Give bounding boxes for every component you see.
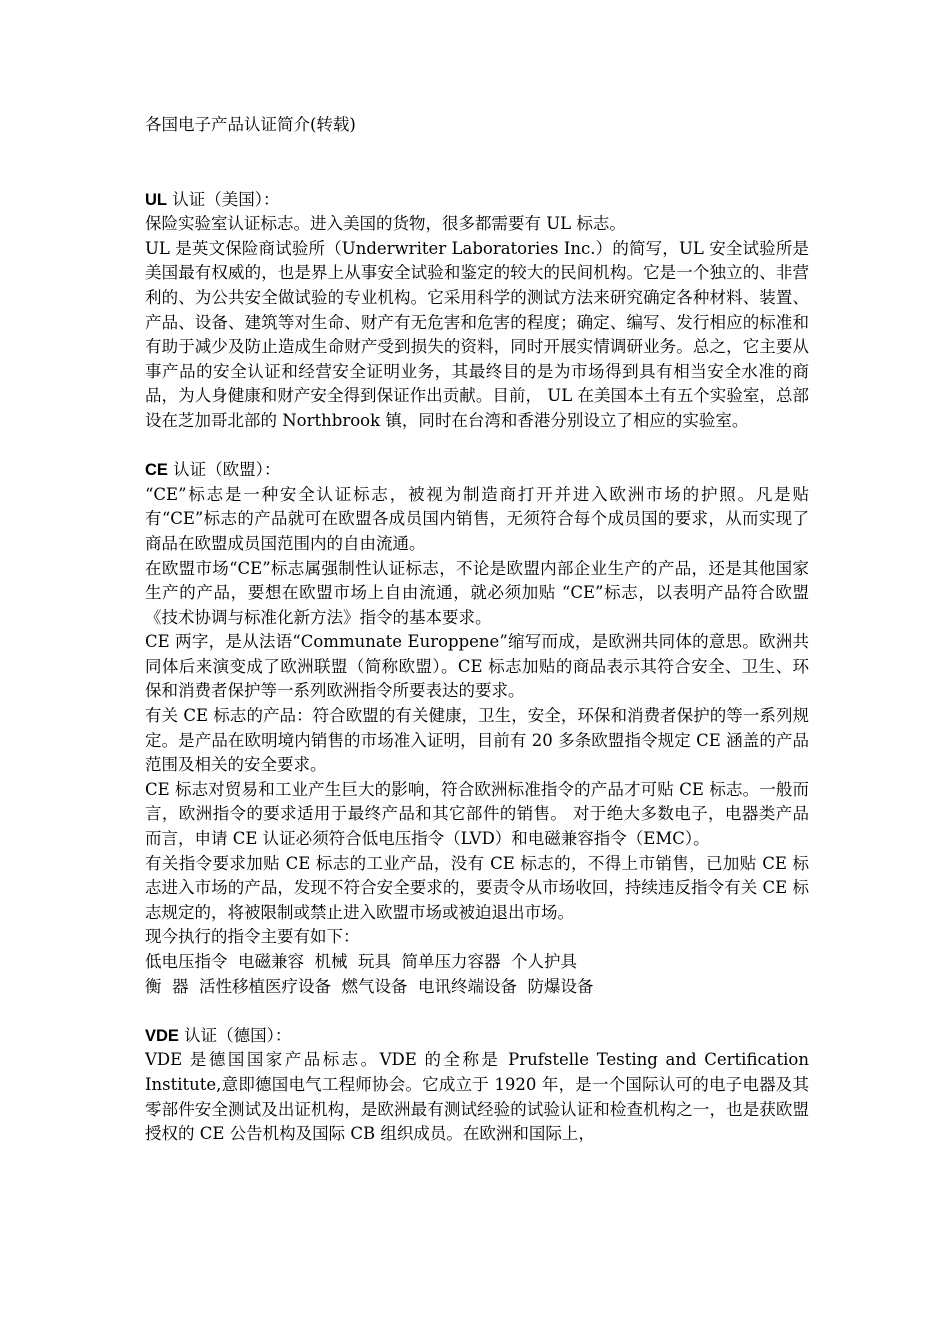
- paragraph: 保险实验室认证标志。进入美国的货物，很多都需要有 UL 标志。: [145, 214, 626, 234]
- section-heading-ce: [145, 458, 809, 483]
- paragraph: 有关指令要求加贴 CE 标志的工业产品，没有 CE 标志的，不得上市销售，已加贴 CE 标志进入市场的产品，发现不符合安全要求的，要责令从市场收回，持续违反指令有关 CE 标志规定的，将被限制或禁止进入欧盟市场或被迫退出市场。: [145, 853, 809, 922]
- paragraph: CE 两字，是从法语“Communate Europpene”缩写而成，是欧洲共同体的意思。欧洲共同体后来演变成了欧洲联盟（简称欧盟）。CE 标志加贴的商品表示其符合安全、卫生、环保和消费者保护等一系列欧洲指令所要表达的要求。: [145, 632, 809, 701]
- paragraph: UL 是英文保险商试验所（Underwriter Laboratories Inc.）的简写，UL 安全试验所是美国最有权威的，也是界上从事安全试验和鉴定的较大的民间机构。它是一个独立的、非营利的、为公共安全做试验的专业机构。它采用科学的测试方法来研究确定各种材料、装置、产品、设备、建筑等对生命、财产有无危害和危害的程度；确定、编写、发行相应的标准和有助于减少及防止造成生命财产受到损失的资料，同时开展实情调研业务。总之，它主要从事产品的安全认证和经营安全证明业务，其最终目的是为市场得到具有相当安全水准的商品，为人身健康和财产安全得到保证作出贡献。目前， UL 在美国本土有五个实验室，总部设在芝加哥北部的 Northbrook 镇，同时在台湾和香港分别设立了相应的实验室。: [145, 238, 809, 430]
- paragraph: “CE”标志是一种安全认证标志，被视为制造商打开并进入欧洲市场的护照。凡是贴有“CE”标志的产品就可在欧盟各成员国内销售，无须符合每个成员国的要求，从而实现了商品在欧盟成员国范围内的自由流通。: [145, 484, 809, 553]
- section-vde: [145, 1024, 809, 1147]
- paragraph: CE 标志对贸易和工业产生巨大的影响，符合欧洲标准指令的产品才可贴 CE 标志。一般而言，欧洲指令的要求适用于最终产品和其它部件的销售。 对于绝大多数电子，电器类产品而言，申请 CE 认证必须符合低电压指令（LVD）和电磁兼容指令（EMC）。: [145, 779, 809, 849]
- section-heading-ul: [145, 188, 809, 213]
- directive-list-line: 衡 器 活性移植医疗设备 燃气设备 电讯终端设备 防爆设备: [145, 976, 594, 996]
- heading-text: 认证（欧盟）：: [167, 460, 281, 480]
- cert-code: CE: [145, 461, 168, 480]
- document-body: [145, 113, 809, 1147]
- heading-text: 认证（德国）：: [178, 1025, 292, 1045]
- paragraph: VDE 是德国国家产品标志。VDE 的全称是 Prufstelle Testing and Certification Institute,意即德国电气工程师协会。它成立于 1920 年，是一个国际认可的电子电器及其零部件安全测试及出证机构，是欧洲最有测试经验的试验认证和检查机构之一，也是获欧盟授权的 CE 公告机构及国际 CB 组织成员。在欧洲和国际上，: [145, 1050, 809, 1144]
- section-heading-vde: [145, 1024, 809, 1049]
- document-title: 各国电子产品认证简介(转载): [145, 115, 356, 134]
- paragraph: 现今执行的指令主要有如下：: [145, 927, 360, 947]
- paragraph: 有关 CE 标志的产品：符合欧盟的有关健康，卫生，安全，环保和消费者保护的等一系列规定。是产品在欧明境内销售的市场准入证明，目前有 20 多条欧盟指令规定 CE 涵盖的产品范围及相关的安全要求。: [145, 706, 809, 775]
- heading-text: 认证（美国）：: [167, 189, 280, 209]
- paragraph: 在欧盟市场“CE”标志属强制性认证标志，不论是欧盟内部企业生产的产品，还是其他国家生产的产品，要想在欧盟市场上自由流通，就必须加贴 “CE”标志，以表明产品符合欧盟《技术协调与标准化新方法》指令的基本要求。: [145, 558, 809, 627]
- cert-code: UL: [145, 190, 167, 209]
- cert-code: VDE: [145, 1026, 179, 1045]
- section-ce: [145, 458, 809, 999]
- section-ul: [145, 188, 809, 434]
- directive-list-line: 低电压指令 电磁兼容 机械 玩具 简单压力容器 个人护具: [145, 952, 577, 971]
